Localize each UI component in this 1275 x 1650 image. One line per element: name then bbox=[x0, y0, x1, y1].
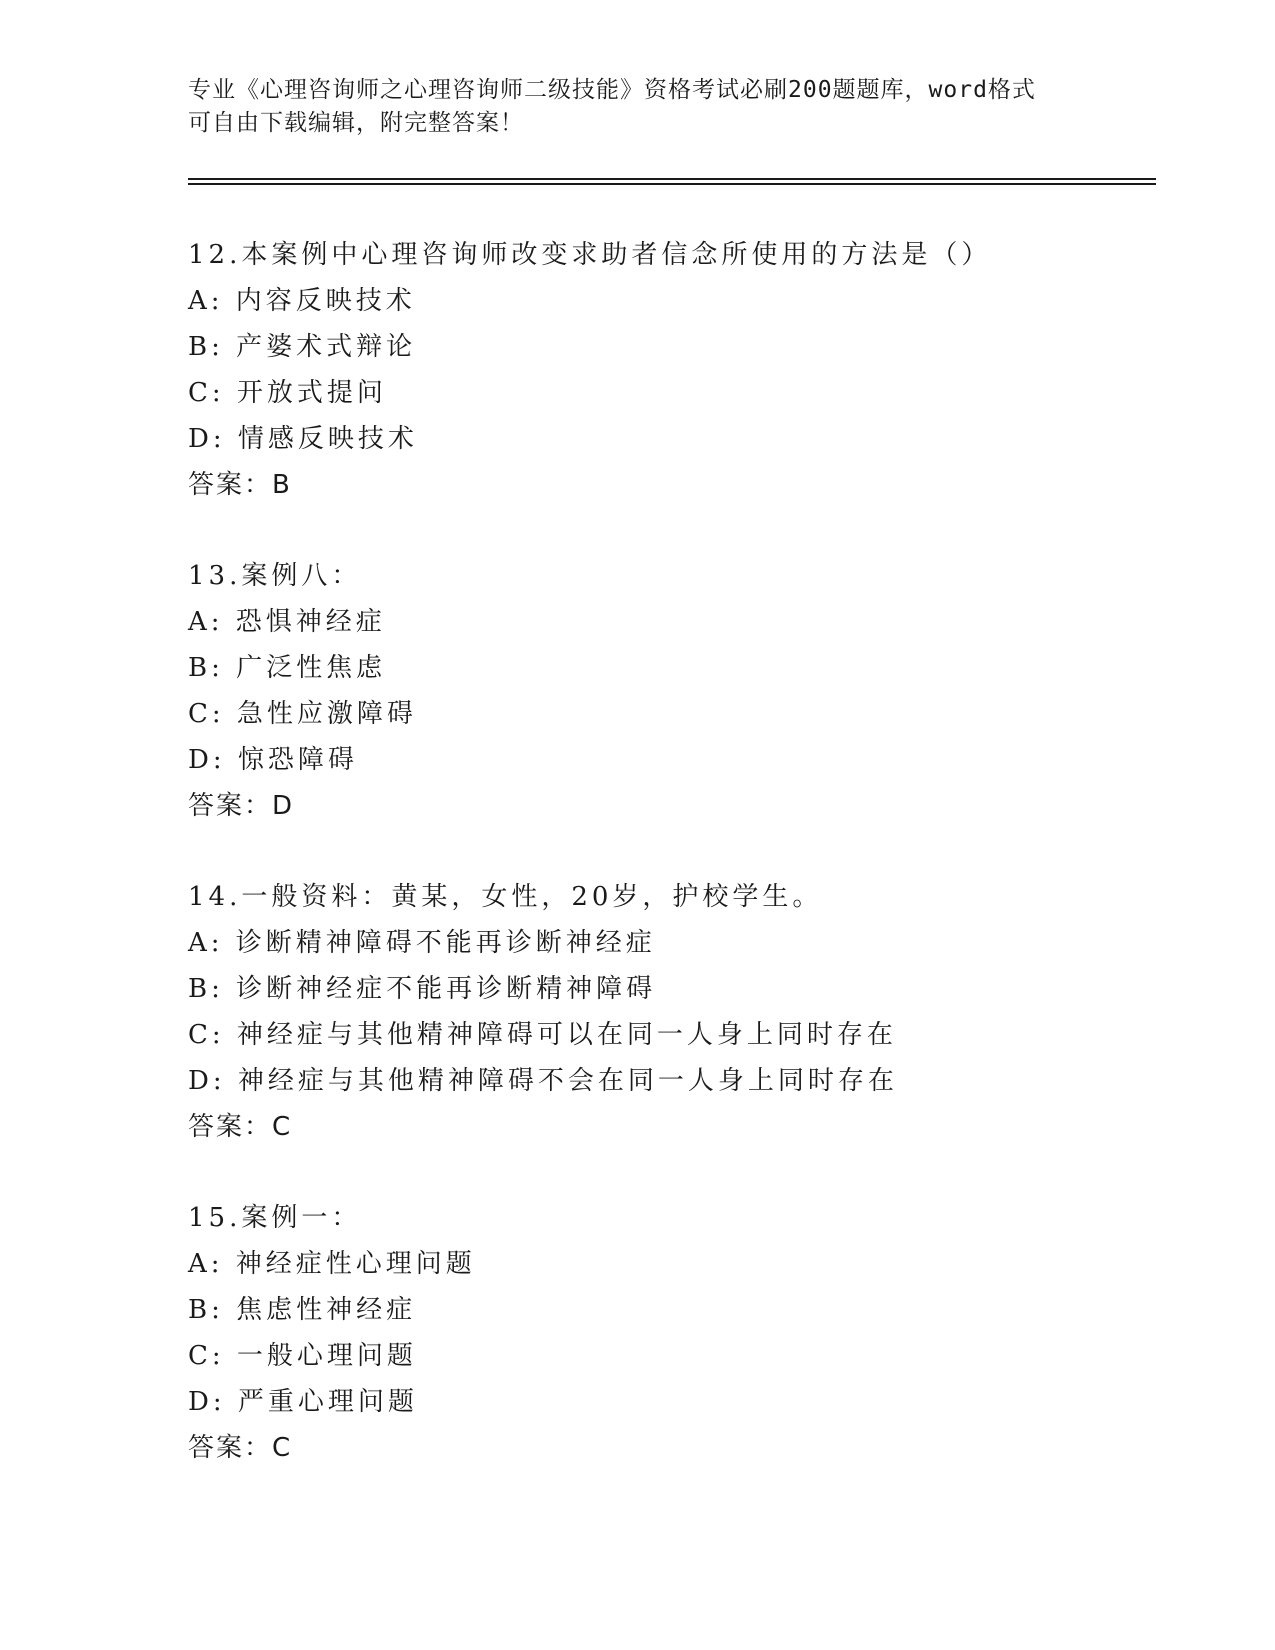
answer-line: 答案：D bbox=[188, 791, 295, 821]
question-stem: 15.案例一： bbox=[188, 1203, 362, 1233]
option-b: B: 广泛性焦虑 bbox=[188, 653, 387, 683]
option-d: D: 神经症与其他精神障碍不会在同一人身上同时存在 bbox=[188, 1066, 898, 1096]
option-a: A: 诊断精神障碍不能再诊断神经症 bbox=[188, 928, 656, 958]
question-14 bbox=[188, 874, 1156, 1195]
option-c: C: 神经症与其他精神障碍可以在同一人身上同时存在 bbox=[188, 1020, 897, 1050]
option-b: B: 产婆术式辩论 bbox=[188, 332, 417, 362]
option-d: D: 情感反映技术 bbox=[188, 424, 418, 454]
header-divider-bottom bbox=[188, 183, 1156, 185]
option-d: D: 严重心理问题 bbox=[188, 1387, 418, 1417]
header-line-2: 可自由下载编辑，附完整答案！ bbox=[188, 110, 524, 136]
option-a: A: 内容反映技术 bbox=[188, 286, 416, 316]
question-stem: 14.一般资料：黄某，女性，20岁，护校学生。 bbox=[188, 882, 823, 912]
question-15 bbox=[188, 1195, 1156, 1516]
question-13 bbox=[188, 553, 1156, 874]
answer-line: 答案：C bbox=[188, 1433, 293, 1463]
header-divider-top bbox=[188, 178, 1156, 180]
question-12 bbox=[188, 232, 1156, 553]
answer-line: 答案：B bbox=[188, 470, 292, 500]
option-b: B: 诊断神经症不能再诊断精神障碍 bbox=[188, 974, 657, 1004]
question-stem: 12.本案例中心理咨询师改变求助者信念所使用的方法是（） bbox=[188, 240, 992, 270]
option-a: A: 恐惧神经症 bbox=[188, 607, 386, 637]
option-b: B: 焦虑性神经症 bbox=[188, 1295, 417, 1325]
header-line-1: 专业《心理咨询师之心理咨询师二级技能》资格考试必刷200题题库，word格式 bbox=[188, 77, 1036, 103]
document-header bbox=[188, 74, 1088, 140]
option-c: C: 一般心理问题 bbox=[188, 1341, 417, 1371]
option-a: A: 神经症性心理问题 bbox=[188, 1249, 476, 1279]
option-d: D: 惊恐障碍 bbox=[188, 745, 358, 775]
option-c: C: 开放式提问 bbox=[188, 378, 387, 408]
question-stem: 13.案例八： bbox=[188, 561, 362, 591]
option-c: C: 急性应激障碍 bbox=[188, 699, 417, 729]
question-list bbox=[188, 232, 1156, 1516]
answer-line: 答案：C bbox=[188, 1112, 293, 1142]
